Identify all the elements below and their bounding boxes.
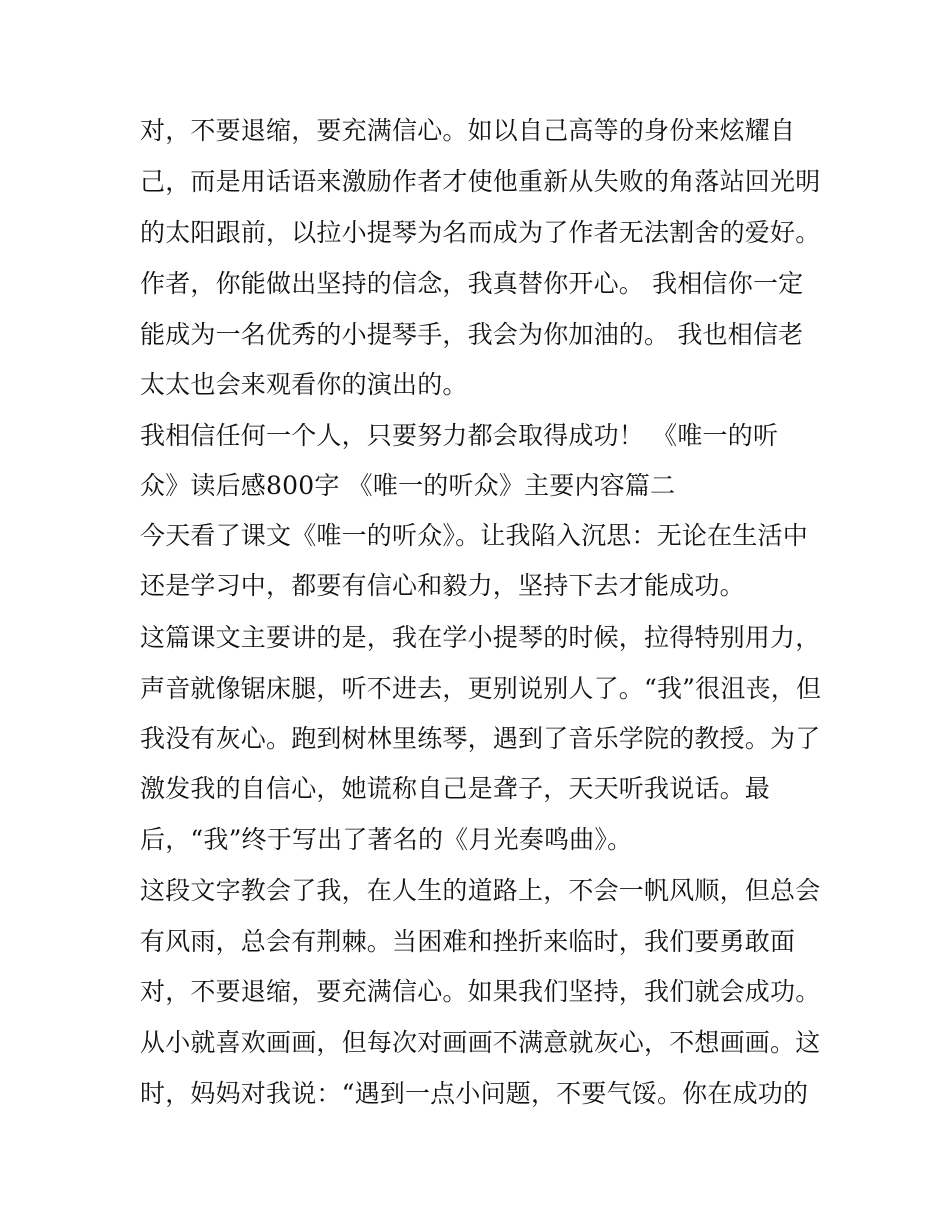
text-line: 后，“我”终于写出了著名的《月光奏鸣曲》。 [140, 825, 633, 854]
text-line: 对，不要退缩，要充满信心。如以自己高等的身份来炫耀自 [140, 116, 796, 145]
text-line: 时，妈妈对我说：“遇到一点小问题，不要气馁。你在成功的 [140, 1079, 809, 1108]
text-line: 从小就喜欢画画，但每次对画画不满意就灰心，不想画画。这 [140, 1028, 821, 1057]
text-line: 的太阳跟前，以拉小提琴为名而成为了作者无法割舍的爱好。 [140, 218, 821, 247]
text-line: 己，而是用话语来激励作者才使他重新从失败的角落站回光明 [140, 167, 821, 196]
text-line: 我相信任何一个人，只要努力都会取得成功！ 《唯一的听 [140, 421, 779, 450]
text-line: 这篇课文主要讲的是，我在学小提琴的时候，拉得特别用力， [140, 623, 821, 652]
text-line: 今天看了课文《唯一的听众》。让我陷入沉思：无论在生活中 [140, 521, 808, 550]
text-line: 作者，你能做出坚持的信念，我真替你开心。 我相信你一定 [140, 269, 804, 298]
text-line: 这段文字教会了我，在人生的道路上，不会一帆风顺，但总会 [140, 876, 821, 905]
text-line: 众》读后感800字 《唯一的听众》主要内容篇二 [140, 471, 676, 500]
text-line: 能成为一名优秀的小提琴手，我会为你加油的。 我也相信老 [140, 320, 804, 349]
text-line: 对，不要退缩，要充满信心。如果我们坚持，我们就会成功。 [140, 977, 821, 1006]
text-line: 有风雨，总会有荆棘。当困难和挫折来临时，我们要勇敢面 [140, 927, 796, 956]
text-line: 我没有灰心。跑到树林里练琴，遇到了音乐学院的教授。为了 [140, 724, 821, 753]
text-line: 激发我的自信心，她谎称自己是聋子，天天听我说话。最 [140, 774, 771, 803]
text-line: 太太也会来观看你的演出的。 [140, 370, 468, 399]
text-line: 还是学习中，都要有信心和毅力，坚持下去才能成功。 [140, 571, 745, 600]
text-line: 声音就像锯床腿，听不进去，更别说别人了。“我”很沮丧，但 [140, 674, 822, 703]
